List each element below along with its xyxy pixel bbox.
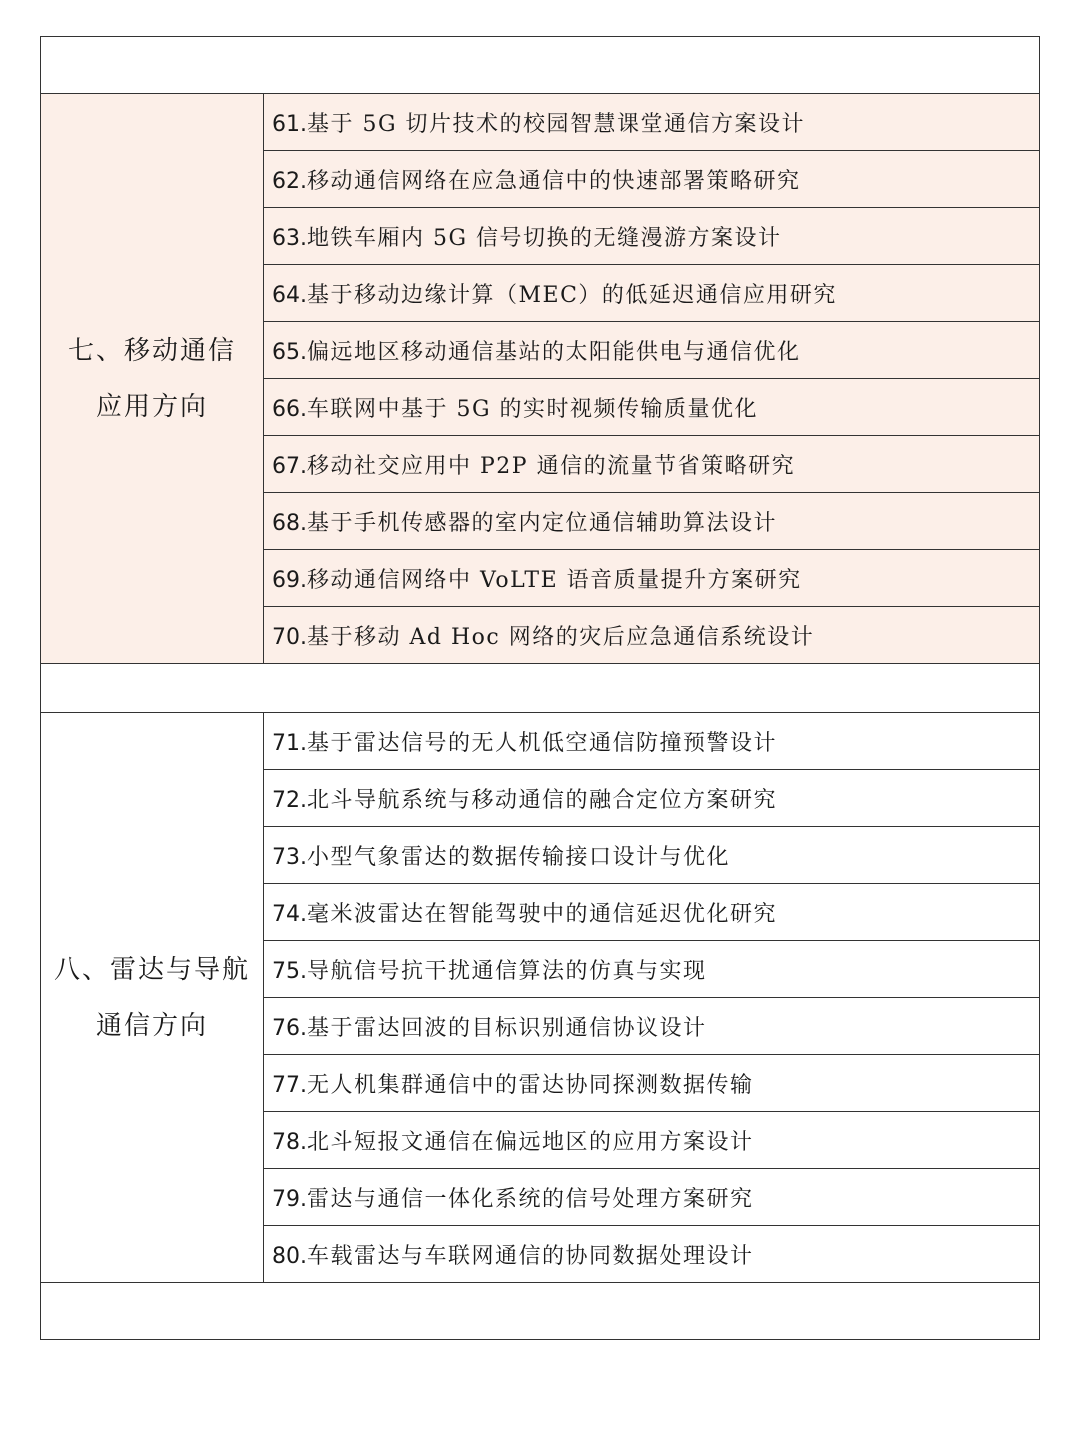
- topic-cell: [264, 770, 1040, 827]
- topic-cell: [264, 998, 1040, 1055]
- topic-title: 移动通信网络中 VoLTE 语音质量提升方案研究: [307, 567, 802, 593]
- topic-number: 79.: [272, 1186, 307, 1212]
- topic-cell: [264, 1226, 1040, 1283]
- topic-number: 69.: [272, 567, 307, 593]
- topic-cell: [264, 493, 1040, 550]
- topic-number: 61.: [272, 111, 307, 137]
- topic-cell: [264, 436, 1040, 493]
- table-row: [41, 94, 1040, 151]
- empty-row-top: [41, 37, 1040, 94]
- category-title-line1: 八、雷达与导航: [53, 954, 250, 985]
- topic-number: 80.: [272, 1243, 307, 1269]
- category-cell: [41, 94, 264, 664]
- topic-number: 77.: [272, 1072, 307, 1098]
- topic-number: 68.: [272, 510, 307, 536]
- topic-cell: [264, 322, 1040, 379]
- category-title-line2: 应用方向: [95, 391, 208, 422]
- topic-number: 71.: [272, 730, 307, 756]
- category-title-line2: 通信方向: [95, 1010, 208, 1041]
- category-cell: [41, 713, 264, 1283]
- topic-cell: [264, 379, 1040, 436]
- topic-cell: [264, 884, 1040, 941]
- topic-title: 雷达与通信一体化系统的信号处理方案研究: [307, 1186, 754, 1212]
- empty-row: [41, 1283, 1040, 1340]
- topic-title: 毫米波雷达在智能驾驶中的通信延迟优化研究: [307, 901, 778, 927]
- topic-cell: [264, 607, 1040, 664]
- topic-table: [40, 36, 1040, 1340]
- topic-title: 车联网中基于 5G 的实时视频传输质量优化: [307, 396, 759, 422]
- topic-number: 63.: [272, 225, 307, 251]
- topic-cell: [264, 151, 1040, 208]
- topic-title: 基于移动 Ad Hoc 网络的灾后应急通信系统设计: [307, 624, 815, 650]
- topic-title: 车载雷达与车联网通信的协同数据处理设计: [307, 1243, 754, 1269]
- topic-title: 无人机集群通信中的雷达协同探测数据传输: [307, 1072, 754, 1098]
- topic-cell: [264, 713, 1040, 770]
- topic-number: 78.: [272, 1129, 307, 1155]
- topic-number: 70.: [272, 624, 307, 650]
- topic-title: 基于手机传感器的室内定位通信辅助算法设计: [307, 510, 778, 536]
- topic-cell: [264, 941, 1040, 998]
- empty-row: [41, 664, 1040, 713]
- topic-cell: [264, 550, 1040, 607]
- topic-number: 75.: [272, 958, 307, 984]
- topic-number: 65.: [272, 339, 307, 365]
- topic-cell: [264, 94, 1040, 151]
- topic-title: 基于移动边缘计算（MEC）的低延迟通信应用研究: [307, 282, 837, 308]
- topic-title: 地铁车厢内 5G 信号切换的无缝漫游方案设计: [307, 225, 782, 251]
- category-title-line1: 七、移动通信: [67, 335, 236, 366]
- topic-title: 基于雷达信号的无人机低空通信防撞预警设计: [307, 730, 778, 756]
- topic-title: 偏远地区移动通信基站的太阳能供电与通信优化: [307, 339, 801, 365]
- topic-title: 基于 5G 切片技术的校园智慧课堂通信方案设计: [307, 111, 806, 137]
- topic-number: 72.: [272, 787, 307, 813]
- topic-number: 67.: [272, 453, 307, 479]
- empty-cell: [41, 37, 1040, 94]
- table-body: [41, 37, 1040, 1340]
- empty-cell: [41, 664, 1040, 713]
- topic-title: 基于雷达回波的目标识别通信协议设计: [307, 1015, 707, 1041]
- topic-title: 小型气象雷达的数据传输接口设计与优化: [307, 844, 731, 870]
- empty-cell: [41, 1283, 1040, 1340]
- topic-number: 66.: [272, 396, 307, 422]
- topic-title: 导航信号抗干扰通信算法的仿真与实现: [307, 958, 707, 984]
- table-row: [41, 713, 1040, 770]
- topic-cell: [264, 208, 1040, 265]
- topic-number: 76.: [272, 1015, 307, 1041]
- topic-number: 73.: [272, 844, 307, 870]
- topic-cell: [264, 265, 1040, 322]
- topic-cell: [264, 1112, 1040, 1169]
- topic-cell: [264, 827, 1040, 884]
- topic-title: 北斗短报文通信在偏远地区的应用方案设计: [307, 1129, 754, 1155]
- topic-number: 64.: [272, 282, 307, 308]
- topic-cell: [264, 1055, 1040, 1112]
- topic-title: 移动社交应用中 P2P 通信的流量节省策略研究: [307, 453, 796, 479]
- topic-title: 北斗导航系统与移动通信的融合定位方案研究: [307, 787, 778, 813]
- topic-number: 74.: [272, 901, 307, 927]
- topic-title: 移动通信网络在应急通信中的快速部署策略研究: [307, 168, 801, 194]
- topic-number: 62.: [272, 168, 307, 194]
- topic-cell: [264, 1169, 1040, 1226]
